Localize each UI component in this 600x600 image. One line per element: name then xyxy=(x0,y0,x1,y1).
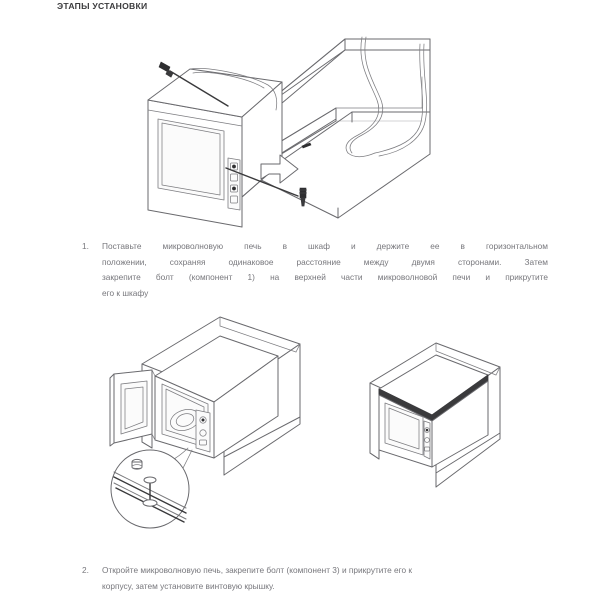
step-1-line-1: Поставьте микроволновую печь в шкаф и держите ее в горизонтальном xyxy=(102,241,548,251)
step-2-text xyxy=(102,563,548,594)
microwave-installed-diagram xyxy=(358,335,538,480)
power-cord xyxy=(346,37,427,157)
step-1-number: 1. xyxy=(82,241,89,251)
detail-screw-cap xyxy=(132,459,142,469)
step-1-text xyxy=(102,239,548,301)
microwave-oven-front xyxy=(148,68,282,227)
callout-circle-magnifier xyxy=(111,450,189,528)
microwave-control-panel xyxy=(196,410,210,452)
step-1 xyxy=(82,239,548,301)
step-1-line-3: закрепите болт (компонент 1) на верхней части микроволновой печи и прикрутите xyxy=(102,272,548,283)
microwave-control-panel xyxy=(228,158,240,210)
microwave-control-panel xyxy=(424,421,430,459)
microwave-insertion-diagram xyxy=(130,22,480,232)
step-2-number: 2. xyxy=(82,565,89,575)
step-2 xyxy=(82,563,548,594)
step-2-line-1: Откройте микроволновую печь, закрепите болт (компонент 3) и прикрутите его к xyxy=(102,565,413,575)
step-1-line-2: положении, сохраняя одинаковое расстояние между двумя сторонами. Затем xyxy=(102,256,548,267)
bolt-fixing-detail-diagram xyxy=(100,312,330,522)
step-1-line-4: его к шкафу xyxy=(102,287,149,298)
page-title: ЭТАПЫ УСТАНОВКИ xyxy=(57,1,148,11)
step-2-line-2: корпусу, затем установите винтовую крышку. xyxy=(102,580,275,591)
